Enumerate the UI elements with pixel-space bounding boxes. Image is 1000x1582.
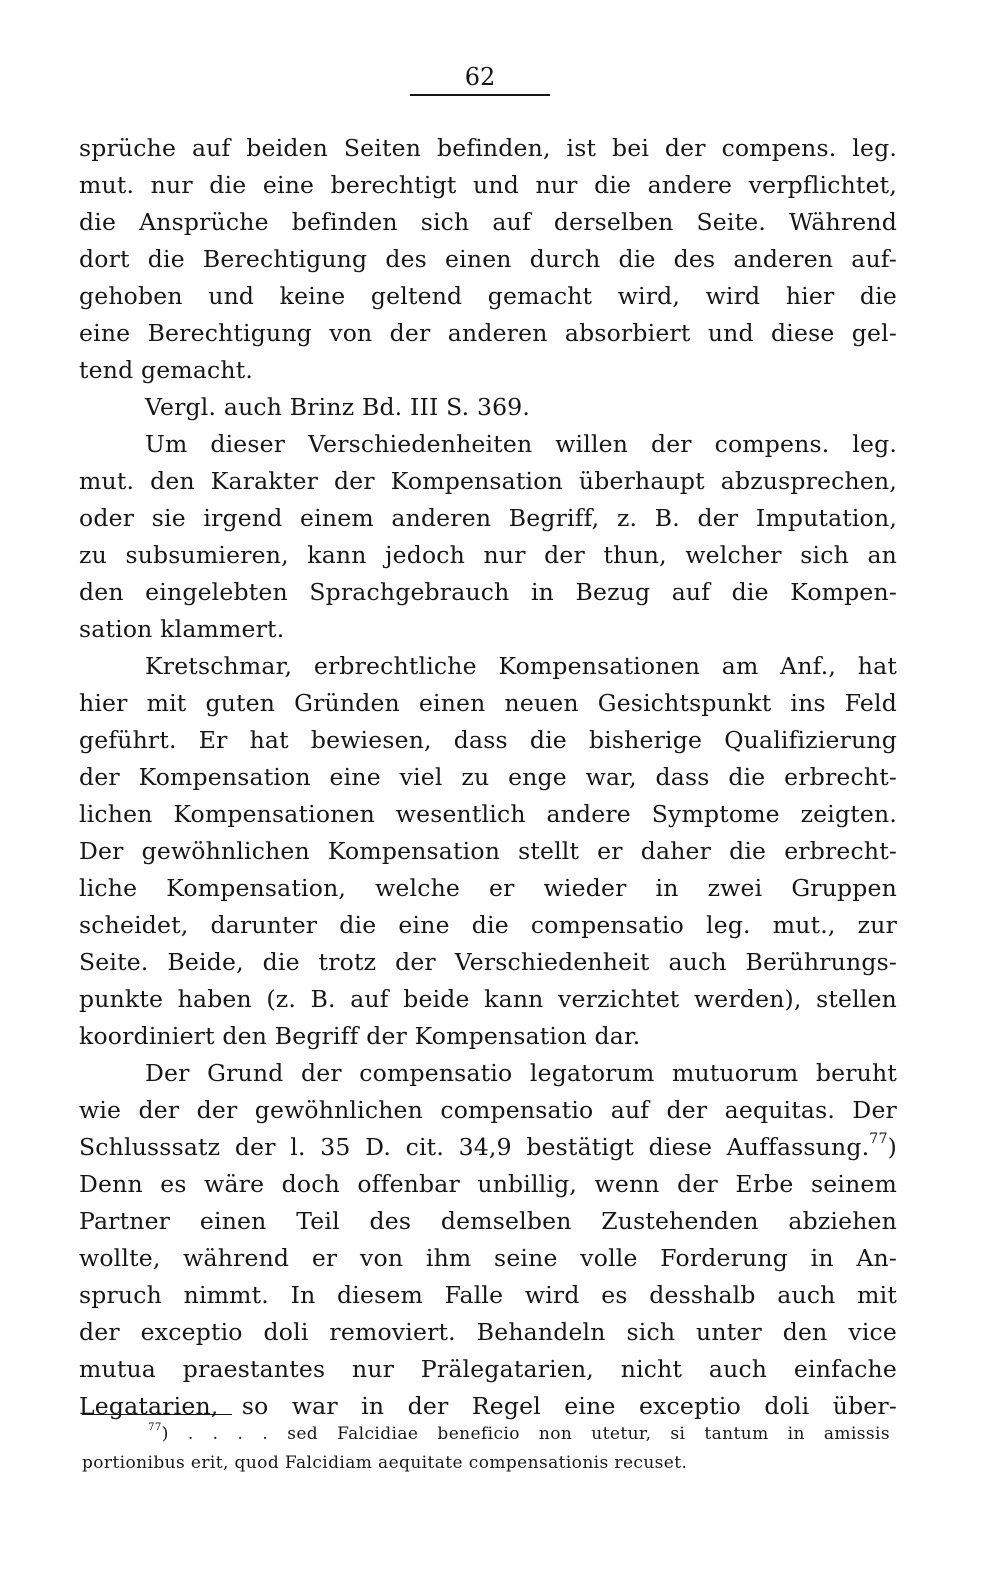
paragraph-line-text: die Ansprüche befinden sich auf derselben Seite. Während <box>79 208 897 236</box>
paragraph-line-text: lichen Kompensationen wesentlich andere Symptome zeigten. <box>79 800 897 828</box>
paragraph-line <box>79 426 897 463</box>
paragraph-line-text: hier mit guten Gründen einen neuen Gesichtspunkt ins Feld <box>79 689 897 717</box>
paragraph-line <box>79 574 897 611</box>
footnote-line <box>82 1420 890 1449</box>
paragraph-line <box>79 1166 897 1203</box>
footnote-marker: 77 <box>148 1422 162 1433</box>
paragraph-line <box>79 648 897 685</box>
paragraph-line <box>79 352 897 389</box>
page-number: 62 <box>464 63 496 91</box>
paragraph-line <box>79 1314 897 1351</box>
paragraph-line <box>79 1018 897 1055</box>
paragraph-line-text: Partner einen Teil des demselben Zustehenden abziehen <box>79 1207 897 1235</box>
paragraph-line-text: Denn es wäre doch offenbar unbillig, wenn der Erbe seinem <box>79 1170 897 1198</box>
paragraph-line-text: den eingelebten Sprachgebrauch in Bezug auf die Kompen- <box>79 578 897 606</box>
paragraph-line <box>79 907 897 944</box>
paragraph-line-text: wie der der gewöhnlichen compensatio auf der aequitas. Der <box>79 1096 897 1124</box>
paragraph-line-text: Kretschmar, erbrechtliche Kompensationen am Anf., hat <box>145 652 897 680</box>
paragraph-line <box>79 537 897 574</box>
paragraph-line <box>79 315 897 352</box>
paragraph-line <box>79 685 897 722</box>
paragraph-line-text: tend gemacht. <box>79 356 254 384</box>
paragraph-line-text: Seite. Beide, die trotz der Verschiedenheit auch Berührungs- <box>79 948 897 976</box>
paragraph-line-text: Der gewöhnlichen Kompensation stellt er daher die erbrecht- <box>79 837 897 865</box>
footnote-line <box>82 1449 890 1478</box>
paragraph-line <box>79 611 897 648</box>
paragraph-line <box>79 870 897 907</box>
paragraph-line-text: Schlusssatz der l. 35 D. cit. 34,9 bestätigt diese Auffassung. <box>79 1133 870 1161</box>
paragraph-line <box>79 204 897 241</box>
paragraph-line-text: mut. den Karakter der Kompensation überhaupt abzusprechen, <box>79 467 897 495</box>
footnote-line-text: ) . . . . sed Falcidiae beneficio non utetur, si tantum in amissis <box>161 1424 890 1444</box>
paragraph-line <box>79 130 897 167</box>
paragraph-line-text: koordiniert den Begriff der Kompensation dar. <box>79 1022 641 1050</box>
paragraph-line <box>79 278 897 315</box>
paragraph-line-text: dort die Berechtigung des einen durch die des anderen auf- <box>79 245 897 273</box>
paragraph-line-text: mutua praestantes nur Prälegatarien, nicht auch einfache <box>79 1355 897 1383</box>
paragraph-line-text: spruch nimmt. In diesem Falle wird es desshalb auch mit <box>79 1281 897 1309</box>
paragraph-line <box>79 796 897 833</box>
paragraph-line-text: oder sie irgend einem anderen Begriff, z. B. der Imputation, <box>79 504 897 532</box>
paragraph-line <box>79 722 897 759</box>
paragraph-line-text: Vergl. auch Brinz Bd. III S. 369. <box>145 393 531 421</box>
paragraph-line-text: liche Kompensation, welche er wieder in zwei Gruppen <box>79 874 897 902</box>
footnote-reference-paren: ) <box>887 1133 897 1161</box>
page-number-rule <box>410 94 550 96</box>
footnote-rule <box>82 1414 232 1415</box>
paragraph-line <box>79 759 897 796</box>
footnote-line-text: portionibus erit, quod Falcidiam aequitate compensationis recuset. <box>82 1453 688 1473</box>
paragraph-line <box>79 1092 897 1129</box>
body-text <box>79 130 897 1425</box>
paragraph-line <box>79 981 897 1018</box>
paragraph-line-text: sprüche auf beiden Seiten befinden, ist bei der compens. leg. <box>79 134 897 162</box>
paragraph-line-text: Der Grund der compensatio legatorum mutuorum beruht <box>145 1059 897 1087</box>
paragraph-line <box>79 1351 897 1388</box>
paragraph-line-text: Legatarien, so war in der Regel eine exceptio doli über- <box>79 1392 897 1420</box>
paragraph-line <box>79 1203 897 1240</box>
paragraph-line-text: Um dieser Verschiedenheiten willen der compens. leg. <box>145 430 897 458</box>
paragraph-line <box>79 500 897 537</box>
footnote-reference: 77 <box>869 1131 888 1147</box>
paragraph-line <box>79 389 897 426</box>
paragraph-line <box>79 1055 897 1092</box>
paragraph-line-text: der Kompensation eine viel zu enge war, dass die erbrecht- <box>79 763 897 791</box>
paragraph-line-text: wollte, während er von ihm seine volle Forderung in An- <box>79 1244 897 1272</box>
paragraph-line-text: der exceptio doli removiert. Behandeln sich unter den vice <box>79 1318 897 1346</box>
paragraph-line <box>79 944 897 981</box>
paragraph-line-text: mut. nur die eine berechtigt und nur die andere verpflichtet, <box>79 171 897 199</box>
paragraph-line-text: punkte haben (z. B. auf beide kann verzichtet werden), stellen <box>79 985 897 1013</box>
paragraph-line <box>79 1277 897 1314</box>
footnotes <box>82 1420 890 1478</box>
paragraph-line-text: zu subsumieren, kann jedoch nur der thun, welcher sich an <box>79 541 897 569</box>
paragraph-line-text: sation klammert. <box>79 615 285 643</box>
paragraph-line <box>79 167 897 204</box>
paragraph-line <box>79 463 897 500</box>
paragraph-line <box>79 1129 897 1166</box>
paragraph-line <box>79 1240 897 1277</box>
paragraph-line <box>79 241 897 278</box>
paragraph-line-text: geführt. Er hat bewiesen, dass die bisherige Qualifizierung <box>79 726 897 754</box>
paragraph-line-text: scheidet, darunter die eine die compensatio leg. mut., zur <box>79 911 897 939</box>
paragraph-line-text: eine Berechtigung von der anderen absorbiert und diese gel- <box>79 319 897 347</box>
paragraph-line-text: gehoben und keine geltend gemacht wird, wird hier die <box>79 282 897 310</box>
paragraph-line <box>79 833 897 870</box>
